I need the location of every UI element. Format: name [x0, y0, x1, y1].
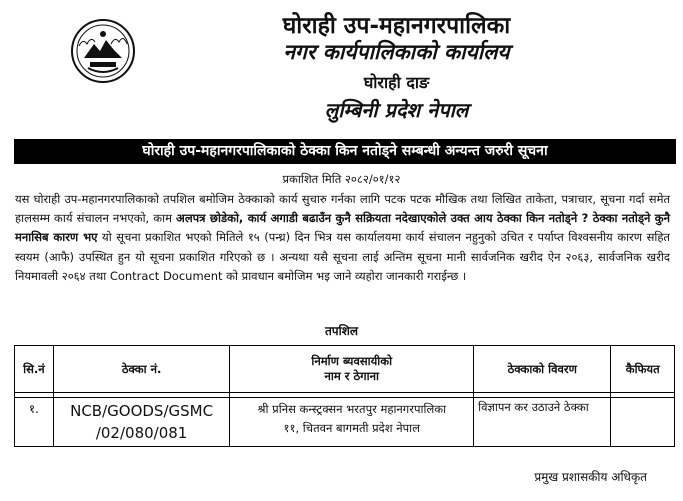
published-date: प्रकाशित मिति २०८२/०१/१२: [282, 172, 401, 186]
row-contract-no: [53, 398, 230, 447]
signatory-title: प्रमुख प्रशासकीय अधिकृत: [534, 470, 647, 484]
row-contractor-line2: ११, चितवन बागमती प्रदेश नेपाल: [283, 421, 420, 435]
row-contract-no-line1: NCB/GOODS/GSMC: [70, 402, 214, 420]
body-text-part1: यस घोराही उप-महानगरपालिकाको तपशिल बमोजिम ठेक्काको कार्य सुचारु गर्नका लागि पटक पटक मौखिक तथा लिखित ताकेता, पत्राचार, सूचना गर्दा समेत हालसम्म कार्य संचालन नभएको, काम: [15, 192, 670, 226]
header-sn: सि.नं: [15, 346, 54, 393]
office-subtitle: नगर कार्यपालिकाको कार्यालय: [283, 40, 510, 64]
row-contractor-line1: श्री प्रनिस कन्स्ट्रक्सन भरतपुर महानगरपालिका: [257, 402, 447, 416]
row-remark: [611, 398, 675, 447]
header-contractor-line1: निर्माण ब्यवसायीको: [311, 354, 393, 368]
row-contractor: [230, 398, 474, 447]
header-remark: कैफियत: [611, 346, 675, 393]
row-detail: विज्ञापन कर उठाउने ठेक्का: [474, 398, 611, 447]
office-province: लुम्बिनी प्रदेश नेपाल: [324, 98, 469, 122]
row-contract-no-line2: /02/080/081: [95, 424, 188, 442]
header-contract-no: ठेक्का नं.: [53, 346, 230, 393]
header-contractor-line2: नाम र ठेगाना: [324, 369, 379, 383]
details-title: तपशिल: [324, 324, 359, 338]
header-detail: ठेक्काको विवरण: [474, 346, 611, 393]
office-location: घोराही दाङ: [363, 73, 430, 92]
table-row: [15, 398, 675, 447]
header-contractor: [230, 346, 474, 393]
body-text-bold: अलपत्र छोडेको, कार्य अगाडी बढाउँन कुनै सक्रियता नदेखाएकोले उक्त आय ठेक्का किन नतोड्ने ? ठेक्का नतोड्ने कुनै मनासिब कारण भए: [15, 211, 670, 245]
notice-body: [15, 190, 670, 286]
body-text-part2: यो सूचना प्रकाशित भएको मितिले १५ (पन्ध्र) दिन भित्र यस कार्यालयमा कार्य संचालन नहुनुको उचित र पर्याप्त विश्वसनीय कारण सहित स्वयम (आफै) उपस्थित हुन यो सूचना प्रकाशित गरिएको छ । अन्यथा यसै सूचना लाई अन्तिम सूचना मानी सार्वजनिक खरीद ऐन २०६३, सार्वजनिक खरीद नियमावली २०६४ तथा Contract Document को प्रावधान बमोजिम भइ जाने व्यहोरा जानकारी गराईन्छ ।: [15, 230, 670, 283]
table-header-row: [15, 346, 675, 393]
row-sn: १.: [15, 398, 54, 447]
contract-table: [14, 345, 675, 447]
office-title: घोराही उप-महानगरपालिका: [282, 13, 511, 39]
notice-banner: घोराही उप-महानगरपालिकाको ठेक्का किन नतोड्ने सम्बन्धी अन्यन्त जरुरी सूचना: [14, 139, 676, 164]
